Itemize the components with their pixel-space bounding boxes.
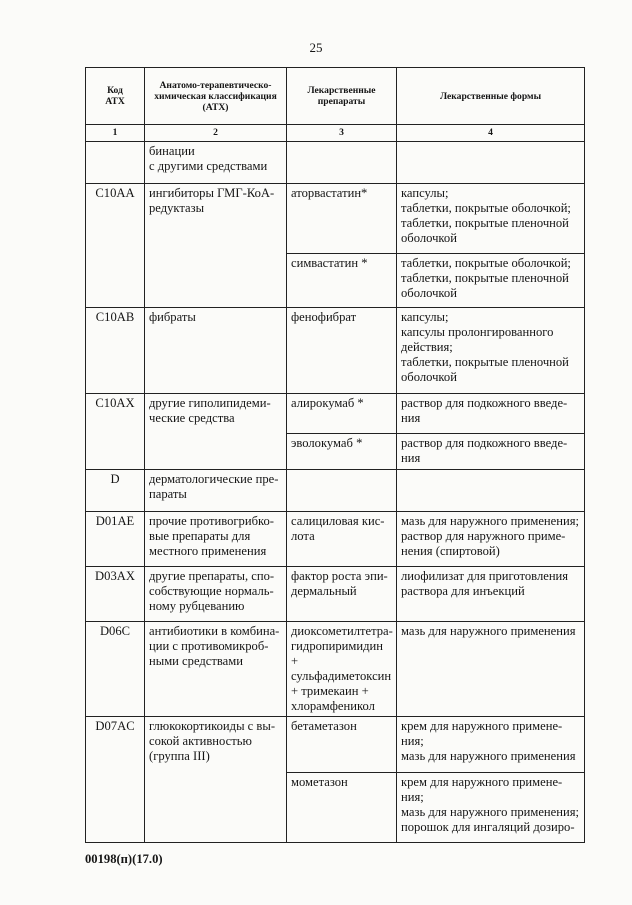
table-row: [86, 308, 585, 394]
class-cell: дерматологические пре- параты: [145, 470, 287, 512]
table-row: [86, 717, 585, 773]
column-number: 3: [287, 125, 397, 142]
form-cell: крем для наружного примене- ния; мазь для наружного применения: [397, 717, 585, 773]
drug-cell: симвастатин *: [287, 254, 397, 308]
column-number: 2: [145, 125, 287, 142]
class-cell: прочие противогрибко- вые препараты для местного применения: [145, 512, 287, 567]
code-cell: D07AC: [86, 717, 145, 843]
header-drugs: Лекарственные препараты: [287, 68, 397, 125]
drug-cell: диоксометилтетра- гидропиримидин + сульфадиметоксин + тримекаин + хлорамфеникол: [287, 622, 397, 717]
table-header-row: [86, 68, 585, 125]
form-cell: раствор для подкожного введе- ния: [397, 434, 585, 470]
document-code: 00198(п)(17.0): [85, 852, 163, 866]
form-cell: капсулы; таблетки, покрытые оболочкой; таблетки, покрытые пленочной оболочкой: [397, 184, 585, 254]
table-row: [86, 622, 585, 717]
class-cell: другие препараты, спо- собствующие нормаль- ному рубцеванию: [145, 567, 287, 622]
column-number: 1: [86, 125, 145, 142]
form-cell: [397, 470, 585, 512]
header-forms: Лекарственные формы: [397, 68, 585, 125]
drug-cell: алирокумаб *: [287, 394, 397, 434]
page-number: 25: [309, 40, 323, 55]
drug-cell: фенофибрат: [287, 308, 397, 394]
table-row: [86, 142, 585, 184]
form-cell: капсулы; капсулы пролонгированного действия; таблетки, покрытые пленочной оболочкой: [397, 308, 585, 394]
class-cell: ингибиторы ГМГ-КоА- редуктазы: [145, 184, 287, 308]
table-row: [86, 184, 585, 254]
table-row: [86, 512, 585, 567]
form-cell: мазь для наружного применения; раствор для наружного приме- нения (спиртовой): [397, 512, 585, 567]
code-cell: D06C: [86, 622, 145, 717]
header-code: Код ATX: [86, 68, 145, 125]
form-cell: [397, 142, 585, 184]
form-cell: крем для наружного примене- ния; мазь для наружного применения; порошок для ингаляций дозиро-: [397, 773, 585, 843]
code-cell: D03AX: [86, 567, 145, 622]
drug-cell: [287, 142, 397, 184]
drug-cell: аторвастатин*: [287, 184, 397, 254]
class-cell: бинации с другими средствами: [145, 142, 287, 184]
class-cell: антибиотики в комбина- ции с противомикроб- ными средствами: [145, 622, 287, 717]
code-cell: C10AX: [86, 394, 145, 470]
code-cell: D: [86, 470, 145, 512]
form-cell: раствор для подкожного введе- ния: [397, 394, 585, 434]
table-row: [86, 394, 585, 434]
drug-cell: бетаметазон: [287, 717, 397, 773]
column-number-row: [86, 125, 585, 142]
form-cell: мазь для наружного применения: [397, 622, 585, 717]
code-cell: [86, 142, 145, 184]
drug-cell: эволокумаб *: [287, 434, 397, 470]
atx-table: [85, 67, 585, 843]
drug-cell: [287, 470, 397, 512]
code-cell: C10AB: [86, 308, 145, 394]
form-cell: лиофилизат для приготовления раствора для инъекций: [397, 567, 585, 622]
table-row: [86, 567, 585, 622]
code-cell: C10AA: [86, 184, 145, 308]
header-classification: Анатомо-терапевтическо- химическая классификация (ATX): [145, 68, 287, 125]
drug-cell: фактор роста эпи- дермальный: [287, 567, 397, 622]
class-cell: другие гиполипидеми- ческие средства: [145, 394, 287, 470]
column-number: 4: [397, 125, 585, 142]
class-cell: фибраты: [145, 308, 287, 394]
table-row: [86, 470, 585, 512]
drug-cell: мометазон: [287, 773, 397, 843]
drug-cell: салициловая кис- лота: [287, 512, 397, 567]
code-cell: D01AE: [86, 512, 145, 567]
form-cell: таблетки, покрытые оболочкой; таблетки, покрытые пленочной оболочкой: [397, 254, 585, 308]
class-cell: глюкокортикоиды с вы- сокой активностью (группа III): [145, 717, 287, 843]
